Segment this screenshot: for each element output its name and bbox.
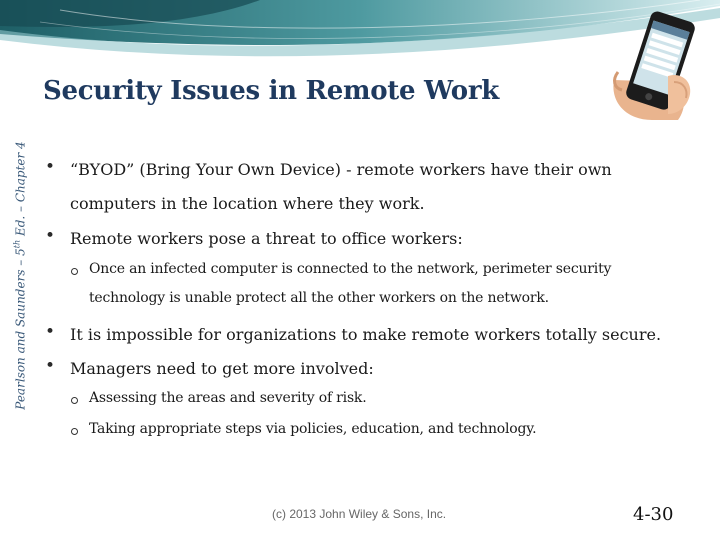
bullet-4: Managers need to get more involved: [70, 359, 374, 378]
hollow-circle-bullet [71, 397, 78, 404]
side-label-sup: th [12, 239, 22, 249]
smartphone-in-hand-image [608, 10, 706, 122]
slide-page-number: 4-30 [633, 504, 674, 525]
bullet-2: Remote workers pose a threat to office workers: [70, 229, 463, 248]
slide-title: Security Issues in Remote Work [43, 76, 499, 106]
bullet-1-line-2: computers in the location where they work. [70, 194, 425, 213]
hollow-circle-bullet [71, 268, 78, 275]
bullet-4-sub-1: Assessing the areas and severity of risk. [89, 390, 367, 406]
bullet-2-sub-1-line-2: technology is unable protect all the other workers on the network. [89, 290, 549, 306]
bullet-dot: • [45, 157, 56, 177]
bullet-3: It is impossible for organizations to make remote workers totally secure. [70, 325, 662, 344]
bullet-1-line-1: “BYOD” (Bring Your Own Device) - remote workers have their own [70, 160, 612, 179]
hollow-circle-bullet [71, 428, 78, 435]
copyright-footer: (c) 2013 John Wiley & Sons, Inc. [272, 507, 447, 521]
bullet-dot: • [45, 226, 56, 246]
bullet-dot: • [45, 356, 56, 376]
bullet-dot: • [45, 322, 56, 342]
bullet-4-sub-2: Taking appropriate steps via policies, education, and technology. [89, 421, 537, 437]
side-chapter-label [13, 96, 28, 456]
bullet-2-sub-1-line-1: Once an infected computer is connected to the network, perimeter security [89, 261, 612, 277]
side-label-prefix: Pearlson and Saunders – 5 [13, 248, 28, 410]
side-label-suffix: Ed. – Chapter 4 [13, 141, 28, 240]
